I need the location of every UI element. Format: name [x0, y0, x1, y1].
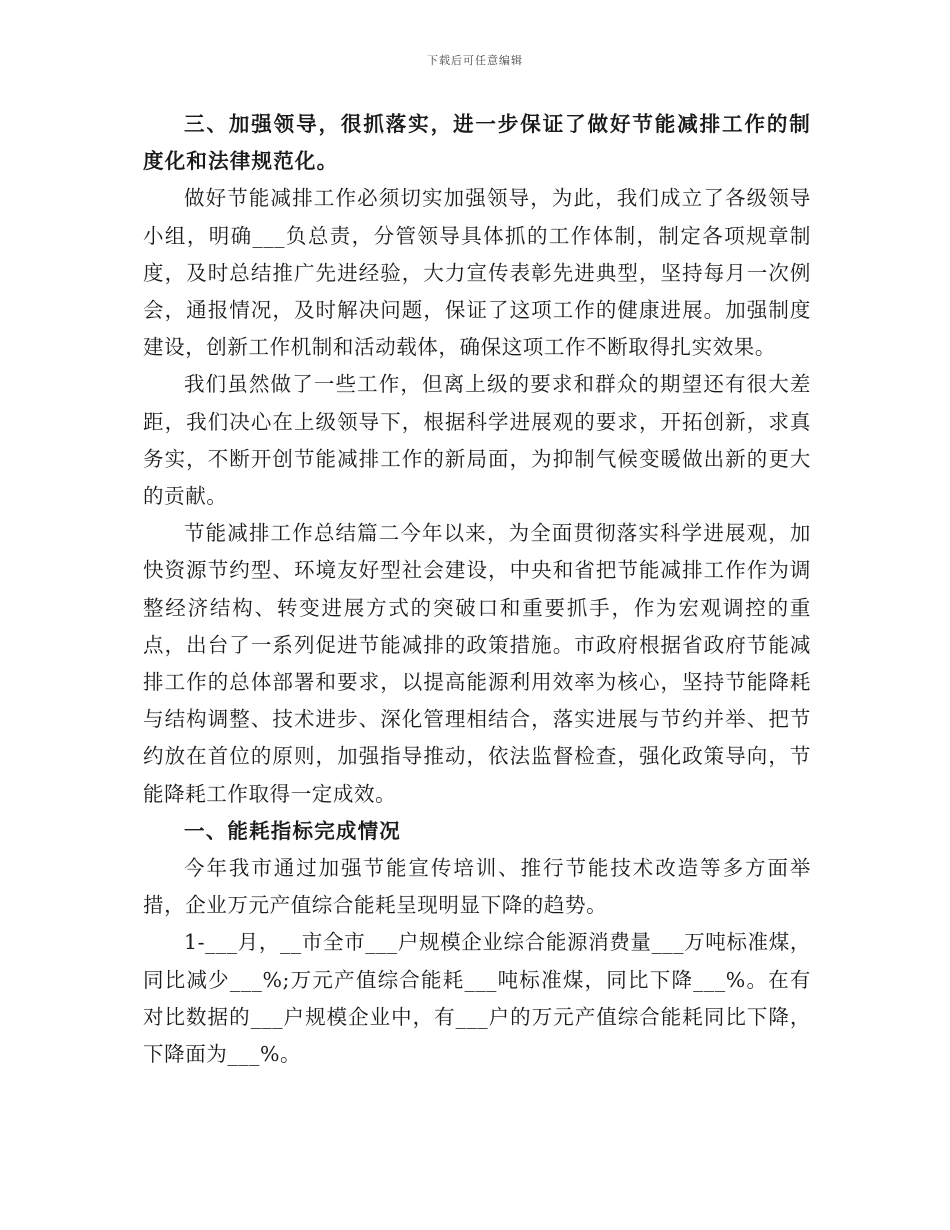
paragraph-summary-part-two: 节能减排工作总结篇二今年以来，为全面贯彻落实科学进展观，加快资源节约型、环境友好型社会建设，中央和省把节能减排工作作为调整经济结构、转变进展方式的突破口和重要抓手，作为宏观调控的重点，出台了一系列促进节能减排的政策措施。市政府根据省政府节能减排工作的总体部署和要求，以提高能源利用效率为核心，坚持节能降耗与结构调整、技术进步、深化管理相结合，落实进展与节约并举、把节约放在首位的原则，加强指导推动，依法监督检查，强化政策导向，节能降耗工作取得一定成效。 — [143, 521, 811, 806]
paragraph-energy-statistics: 1-___月，__市全市___户规模企业综合能源消费量___万吨标准煤，同比减少___%;万元产值综合能耗___吨标准煤，同比下降___%。在有对比数据的___户规模企业中，有___户的万元产值综合能耗同比下降，下降面为___%。 — [143, 930, 811, 1067]
paragraph-future-commitment: 我们虽然做了一些工作，但离上级的要求和群众的期望还有很大差距，我们决心在上级领导下，根据科学进展观的要求，开拓创新，求真务实，不断开创节能减排工作的新局面，为抑制气候变暖做出新的更大的贡献。 — [143, 372, 811, 509]
page-header-note: 下载后可任意编辑 — [427, 54, 523, 67]
section-heading-leadership: 三、加强领导，很抓落实，进一步保证了做好节能减排工作的制度化和法律规范化。 — [143, 112, 811, 174]
document-body — [143, 106, 811, 1073]
section-heading-energy-indicators: 一、能耗指标完成情况 — [184, 818, 401, 843]
paragraph-leadership-measures: 做好节能减排工作必须切实加强领导，为此，我们成立了各级领导小组，明确___负总责，分管领导具体抓的工作体制，制定各项规章制度，及时总结推广先进经验，大力宣传表彰先进典型，坚持每月一次例会，通报情况，及时解决问题，保证了这项工作的健康进展。加强制度建设，创新工作机制和活动载体，确保这项工作不断取得扎实效果。 — [143, 186, 811, 360]
paragraph-energy-trend: 今年我市通过加强节能宣传培训、推行节能技术改造等多方面举措，企业万元产值综合能耗呈现明显下降的趋势。 — [143, 856, 811, 918]
